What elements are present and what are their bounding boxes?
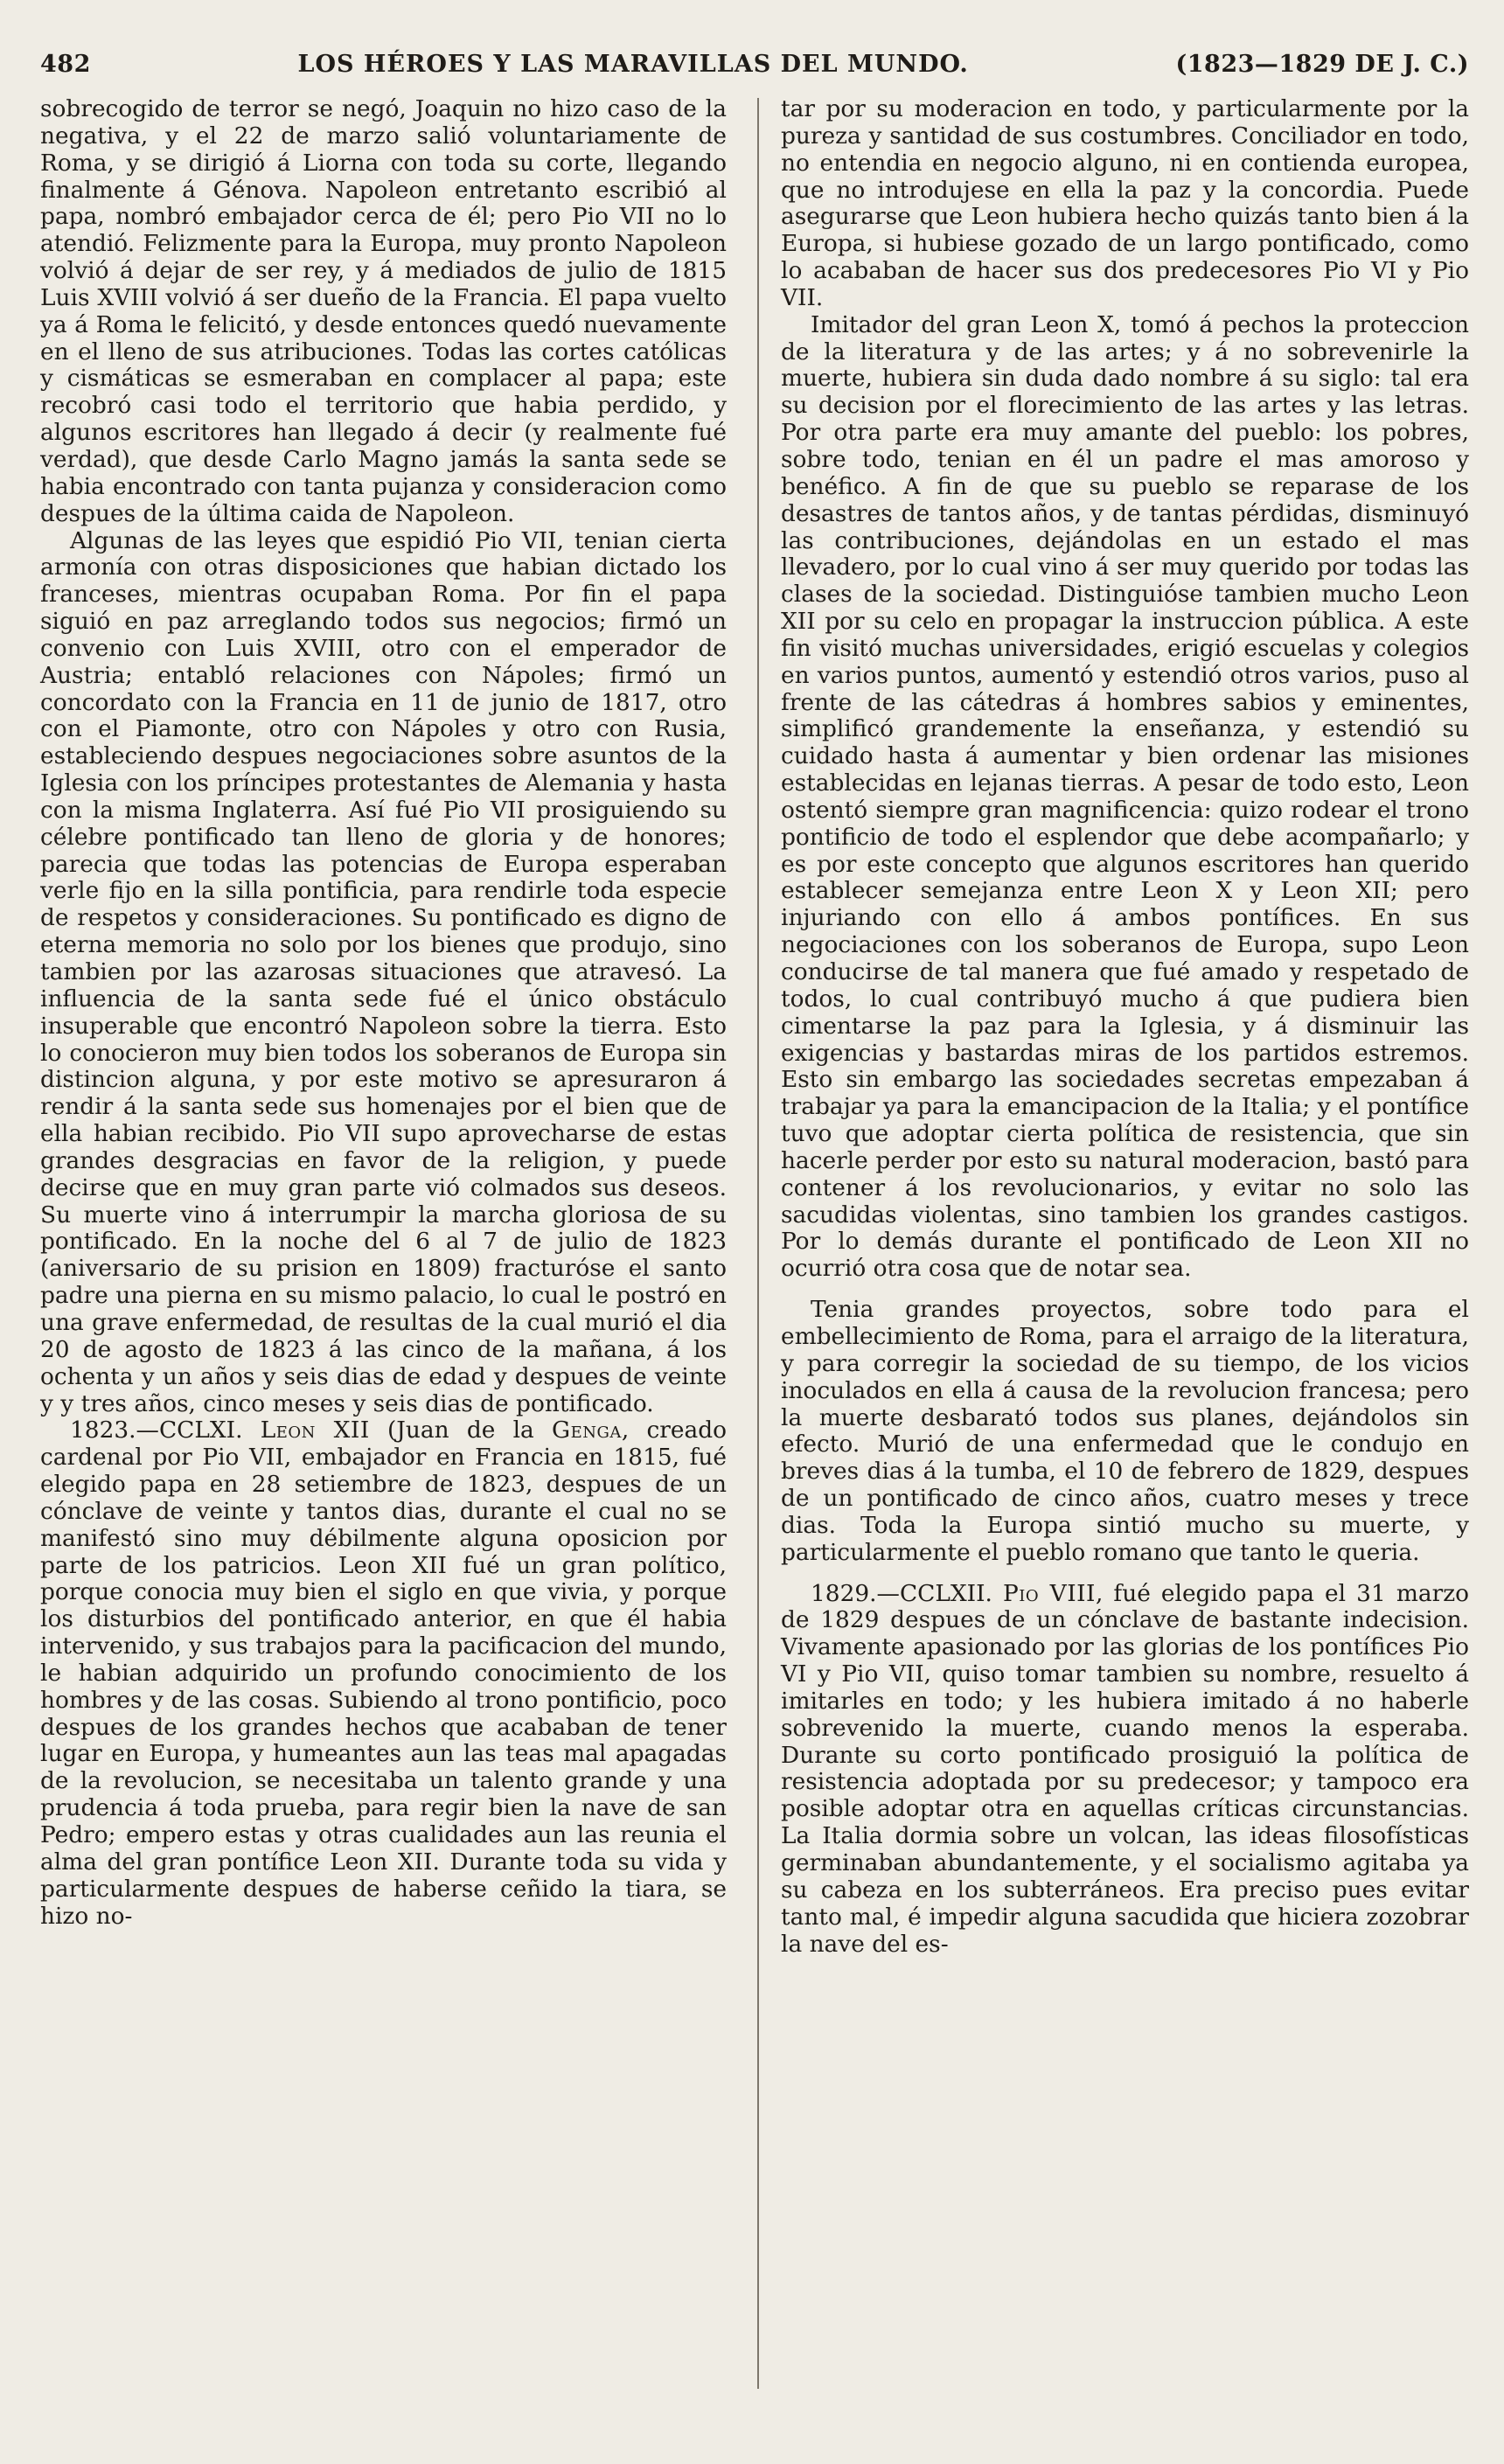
left-column <box>40 96 727 1930</box>
paragraph-text: , creado cardenal por Pio VII, embajador en Francia en 1815, fué elegido papa en 28 setiembre de 1823, despues de un cónclave de veinte y tantos dias, durante el cual no se manifestó sino muy débilmente alguna oposicion por parte de los patricios. Leon XII fué un gran político, porque conocia muy bien el siglo en que vivia, y porque los disturbios del pontificado anterior, en que él habia intervenido, y sus trabajos para la pacificacion del mundo, le habian adquirido un profundo conocimiento de los hombres y de las cosas. Subiendo al trono pontificio, poco despues de los grandes hechos que acababan de tener lugar en Europa, y humeantes aun las teas mal apagadas de la revolucion, se necesitaba un talento grande y una prudencia á toda prueba, para regir bien la nave de san Pedro; empero estas y otras cualidades aun las reunia el alma del gran pontífice Leon XII. Durante toda su vida y particularmente despues de haberse ceñido la tiara, se hizo no- <box>40 1416 728 1930</box>
page-title: LOS HÉROES Y LAS MARAVILLAS DEL MUNDO. <box>297 51 969 78</box>
pope-name: Pio VIII <box>1002 1579 1096 1607</box>
paragraph-leon-xii <box>40 1417 727 1930</box>
pope-name: Leon XII <box>260 1416 370 1444</box>
paragraph: Tenia grandes proyectos, sobre todo para el embellecimiento de Roma, para el arraigo de la literatura, y para corregir la sociedad de su tiempo, de los vicios inoculados en ella á causa de la revolucion francesa; pero la muerte desbarató todos sus planes, dejándolos sin efecto. Murió de una enfermedad que le condujo en breves dias á la tumba, el 10 de febrero de 1829, despues de un pontificado de cinco años, cuatro meses y trece dias. Toda la Europa sintió mucho su muerte, y particularmente el pueblo romano que tanto le queria. <box>781 1296 1469 1566</box>
entry-number: 1823.—CCLXI. <box>70 1416 261 1444</box>
column-divider <box>757 98 759 2389</box>
paragraph-text: (Juan de la <box>369 1416 552 1444</box>
paragraph: tar por su moderacion en todo, y particularmente por la pureza y santidad de sus costumbres. Conciliador en todo, no entendia en negocio alguno, ni en contienda europea, que no introdujese en ella la paz y la concordia. Puede asegurarse que Leon hubiera hecho quizás tanto bien á la Europa, si hubiese gozado de un largo pontificado, como lo acababan de hacer sus dos predecesores Pio VI y Pio VII. <box>781 95 1469 311</box>
paragraph-text: , fué elegido papa el 31 marzo de 1829 despues de un cónclave de bastante indecision. Vivamente apasionado por las glorias de los pontífices Pio VI y Pio VII, quiso tomar tambien su nombre, resuelto á imitarles en todo; y les hubiera imitado á no haberle sobrevenido la muerte, cuando menos la esperaba. Durante su corto pontificado prosiguió la política de resistencia adoptada por su predecesor; y tampoco era posible adoptar otra en aquellas críticas circunstancias. La Italia dormia sobre un volcan, las ideas filosofísticas germinaban abundantemente, y el socialismo agitaba ya su cabeza en los subterráneos. Era preciso pues evitar tanto mal, é impedir alguna sacudida que hiciera zozobrar la nave del es- <box>781 1579 1469 1958</box>
entry-number: 1829.—CCLXII. <box>811 1579 1003 1607</box>
family-name: Genga <box>552 1416 622 1444</box>
paragraph: sobrecogido de terror se negó, Joaquin no hizo caso de la negativa, y el 22 de marzo salió voluntariamente de Roma, y se dirigió á Liorna con toda su corte, llegando finalmente á Génova. Napoleon entretanto escribió al papa, nombró embajador cerca de él; pero Pio VII no lo atendió. Felizmente para la Europa, muy pronto Napoleon volvió á dejar de ser rey, y á mediados de julio de 1815 Luis XVIII volvió á ser dueño de la Francia. El papa vuelto ya á Roma le felicitó, y desde entonces quedó nuevamente en el lleno de sus atribuciones. Todas las cortes católicas y cismáticas se esmeraban en complacer al papa; este recobró casi todo el territorio que habia perdido, y algunos escritores han llegado á decir (y realmente fué verdad), que desde Carlo Magno jamás la santa sede se habia encontrado con tanta pujanza y consideracion como despues de la última caida de Napoleon. <box>40 95 727 527</box>
page-number: 482 <box>40 51 91 78</box>
paragraph: Algunas de las leyes que espidió Pio VII, tenian cierta armonía con otras disposiciones que habian dictado los franceses, mientras ocupaban Roma. Por fin el papa siguió en paz arreglando todos sus negocios; firmó un convenio con Luis XVIII, otro con el emperador de Austria; entabló relaciones con Nápoles; firmó un concordato con la Francia en 11 de junio de 1817, otro con el Piamonte, otro con Nápoles y otro con Rusia, estableciendo despues negociaciones sobre asuntos de la Iglesia con los príncipes protestantes de Alemania y hasta con la misma Inglaterra. Así fué Pio VII prosiguiendo su célebre pontificado tan lleno de gloria y de honores; parecia que todas las potencias de Europa esperaban verle fijo en la silla pontificia, para rendirle toda especie de respetos y consideraciones. Su pontificado es digno de eterna memoria no solo por los bienes que produjo, sino tambien por las azarosas situaciones que atravesó. La influencia de la santa sede fué el único obstáculo insuperable que encontró Napoleon sobre la tierra. Esto lo conocieron muy bien todos los soberanos de Europa sin distincion alguna, y por este motivo se apresuraron á rendir á la santa sede sus homenajes por el bien que de ella habian recibido. Pio VII supo aprovecharse de estas grandes desgracias en favor de la religion, y puede decirse que en muy gran parte vió colmados sus deseos. Su muerte vino á interrumpir la marcha gloriosa de su pontificado. En la noche del 6 al 7 de julio de 1823 (aniversario de su prision en 1809) fracturóse el santo padre una pierna en su mismo palacio, lo cual le postró en una grave enfermedad, de resultas de la cual murió el dia 20 de agosto de 1823 á las cinco de la mañana, á los ochenta y un años y seis dias de edad y despues de veinte y y tres años, cinco meses y seis dias de pontificado. <box>40 526 727 1417</box>
right-column <box>781 96 1469 1958</box>
date-range: (1823—1829 DE J. C.) <box>1175 51 1469 78</box>
paragraph: Imitador del gran Leon X, tomó á pechos la proteccion de la literatura y de las artes; y á no sobrevenirle la muerte, hubiera sin duda dado nombre á su siglo: tal era su decision por el florecimiento de las artes y las letras. Por otra parte era muy amante del pueblo: los pobres, sobre todo, tenian en él un padre el mas amoroso y benéfico. A fin de que su pueblo se reparase de los desastres de tantos años, y de tantas pérdidas, disminuyó las contribuciones, dejándolas en un estado el mas llevadero, por lo cual vino á ser muy querido por todas las clases de la sociedad. Distinguióse tambien mucho Leon XII por su celo en propagar la instruccion pública. A este fin visitó muchas universidades, erigió escuelas y colegios en varios puntos, aumentó y estendió otros varios, puso al frente de las cátedras á hombres sabios y eminentes, simplificó grandemente la enseñanza, y estendió su cuidado hasta á aumentar y bien ordenar las misiones establecidas en lejanas tierras. A pesar de todo esto, Leon ostentó siempre gran magnificencia: quizo rodear el trono pontificio de todo el esplendor que debe acompañarlo; y es por este concepto que algunos escritores han querido establecer semejanza entre Leon X y Leon XII; pero injuriando con ello á ambos pontífices. En sus negociaciones con los soberanos de Europa, supo Leon conducirse de tal manera que fué amado y respetado de todos, lo cual contribuyó mucho á que pudiera bien cimentarse la paz para la Iglesia, y á disminuir las exigencias y bastardas miras de los partidos estremos. Esto sin embargo las sociedades secretas empezaban á trabajar ya para la emancipacion de la Italia; y el pontífice tuvo que adoptar cierta política de resistencia, que sin hacerle perder por esto su natural moderacion, bastó para contener á los revolucionarios, y evitar no solo las sacudidas violentas, sino tambien los grandes castigos. Por lo demás durante el pontificado de Leon XII no ocurrió otra cosa que de notar sea. <box>781 310 1469 1283</box>
paragraph-pio-viii <box>781 1581 1469 1959</box>
running-header <box>40 51 1469 89</box>
